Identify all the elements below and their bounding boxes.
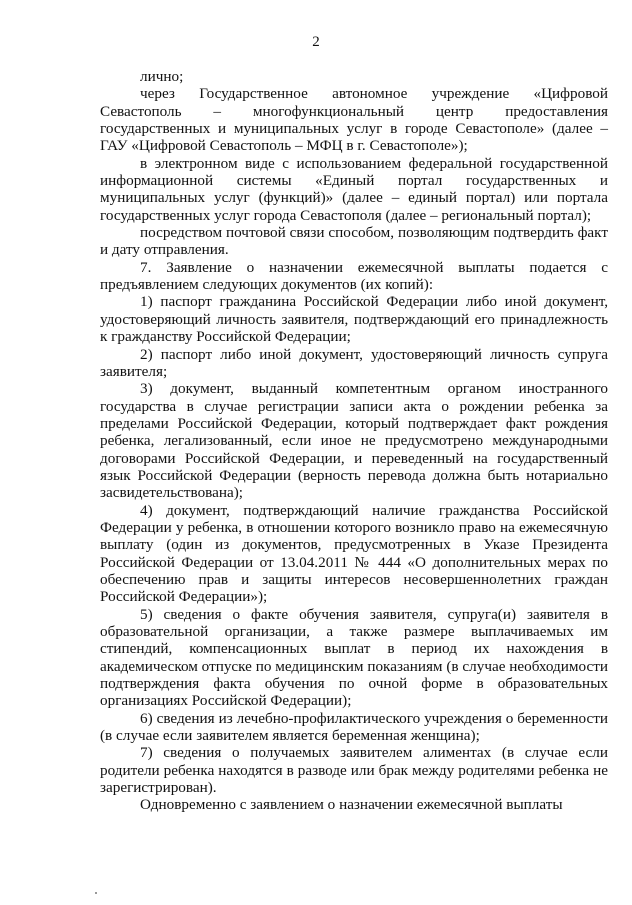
list-item-6-pregnancy: 6) сведения из лечебно-профилактического учреждения о беременности (в случае если заявителем является беременная женщина); (100, 709, 608, 745)
list-item-7-alimony: 7) сведения о получаемых заявителем алиментах (в случае если родители ребенка находятся в разводе или брак между родителями ребенка не зарегистрирован). (100, 744, 608, 797)
paragraph-via-mfc: через Государственное автономное учреждение «Цифровой Севастополь – многофункциональный центр предоставления государственных и муниципальных услуг в городе Севастополе» (далее – ГАУ «Цифровой Севастополь – МФЦ в г. Севастополе»); (100, 85, 608, 155)
document-body (100, 68, 608, 814)
paragraph-item-7: 7. Заявление о назначении ежемесячной выплаты подается с предъявлением следующих документов (их копий): (100, 258, 608, 294)
scan-speck (95, 892, 97, 894)
paragraph-simultaneously: Одновременно с заявлением о назначении ежемесячной выплаты (140, 796, 563, 814)
list-item-5-education: 5) сведения о факте обучения заявителя, супруга(и) заявителя в образовательной организации, а также размере выплачиваемых им стипендий, компенсационных выплат в период их нахождения в академическом отпуске по медицинским показаниям (в случае необходимости подтверждения факта обучения по очной форме в образовательных организациях Российской Федерации); (100, 605, 608, 710)
paragraph-electronic: в электронном виде с использованием федеральной государственной информационной системы «Единый портал государственных и муниципальных услуг (функций)» (далее – единый портал) или портала государственных услуг города Севастополя (далее – региональный портал); (100, 154, 608, 224)
list-item-2-spouse-passport: 2) паспорт либо иной документ, удостоверяющий личность супруга заявителя; (100, 345, 608, 380)
list-item-3-foreign-document: 3) документ, выданный компетентным органом иностранного государства в случае регистрации записи акта о рождении ребенка за пределами Российской Федерации, который подтверждает факт рождения ребенка, легализованный, если иное не предусмотрено международными договорами Российской Федерации, и переведенный на государственный язык Российской Федерации (верность перевода должна быть нотариально засвидетельствована); (100, 380, 608, 502)
list-item-4-citizenship: 4) документ, подтверждающий наличие гражданства Российской Федерации у ребенка, в отношении которого возникло право на ежемесячную выплату (один из документов, предусмотренных в Указе Президента Российской Федерации от 13.04.2011 № 444 «О дополнительных мерах по обеспечению прав и защиты интересов несовершеннолетних граждан Российской Федерации»); (100, 501, 608, 606)
paragraph-postal: посредством почтовой связи способом, позволяющим подтвердить факт и дату отправления. (100, 224, 608, 259)
list-item-1-passport: 1) паспорт гражданина Российской Федерации либо иной документ, удостоверяющий личность заявителя, подтверждающий его принадлежность к гражданству Российской Федерации; (100, 293, 608, 346)
paragraph-personally: лично; (140, 68, 184, 85)
page-number: 2 (312, 34, 320, 50)
